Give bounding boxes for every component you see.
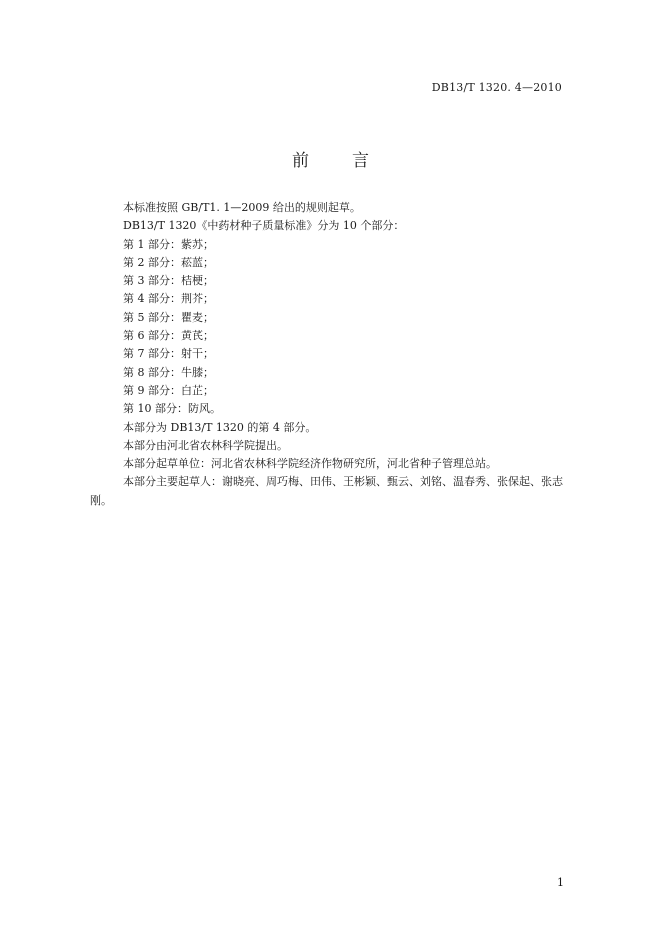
foreword-body (90, 199, 580, 510)
part-item: 第 4 部分：荆芥； (123, 292, 214, 306)
part-item: 第 6 部分：黄芪； (123, 329, 214, 343)
paragraph-drafting-rules: 本标准按照 GB/T1. 1—2009 给出的规则起草。 (123, 201, 361, 214)
part-item: 第 7 部分：射干； (123, 347, 214, 361)
part-item: 第 8 部分：牛膝； (123, 365, 214, 379)
title-char-2: 言 (352, 151, 370, 171)
page-number: 1 (557, 876, 564, 889)
paragraph-standard-parts: DB13/T 1320《中药材种子质量标准》分为 10 个部分： (123, 219, 405, 233)
paragraph-proposer: 本部分由河北省农林科学院提出。 (123, 438, 288, 452)
page-title (0, 146, 662, 171)
paragraph-this-part: 本部分为 DB13/T 1320 的第 4 部分。 (123, 420, 317, 434)
part-item: 第 10 部分：防风。 (123, 402, 221, 416)
document-number: DB13/T 1320. 4—2010 (431, 81, 562, 94)
part-item: 第 3 部分：桔梗； (123, 274, 214, 288)
paragraph-drafters: 本部分主要起草人：谢晓亮、周巧梅、田伟、王彬颖、甄云、刘铭、温春秀、张保起、张志刚。 (90, 475, 563, 507)
part-item: 第 1 部分：紫苏； (123, 237, 214, 251)
part-item: 第 9 部分：白芷； (123, 383, 214, 397)
part-item: 第 5 部分：瞿麦； (123, 310, 214, 324)
part-item: 第 2 部分：菘蓝； (123, 255, 214, 269)
paragraph-drafting-unit: 本部分起草单位：河北省农林科学院经济作物研究所，河北省种子管理总站。 (123, 457, 497, 471)
title-char-1: 前 (292, 151, 310, 171)
